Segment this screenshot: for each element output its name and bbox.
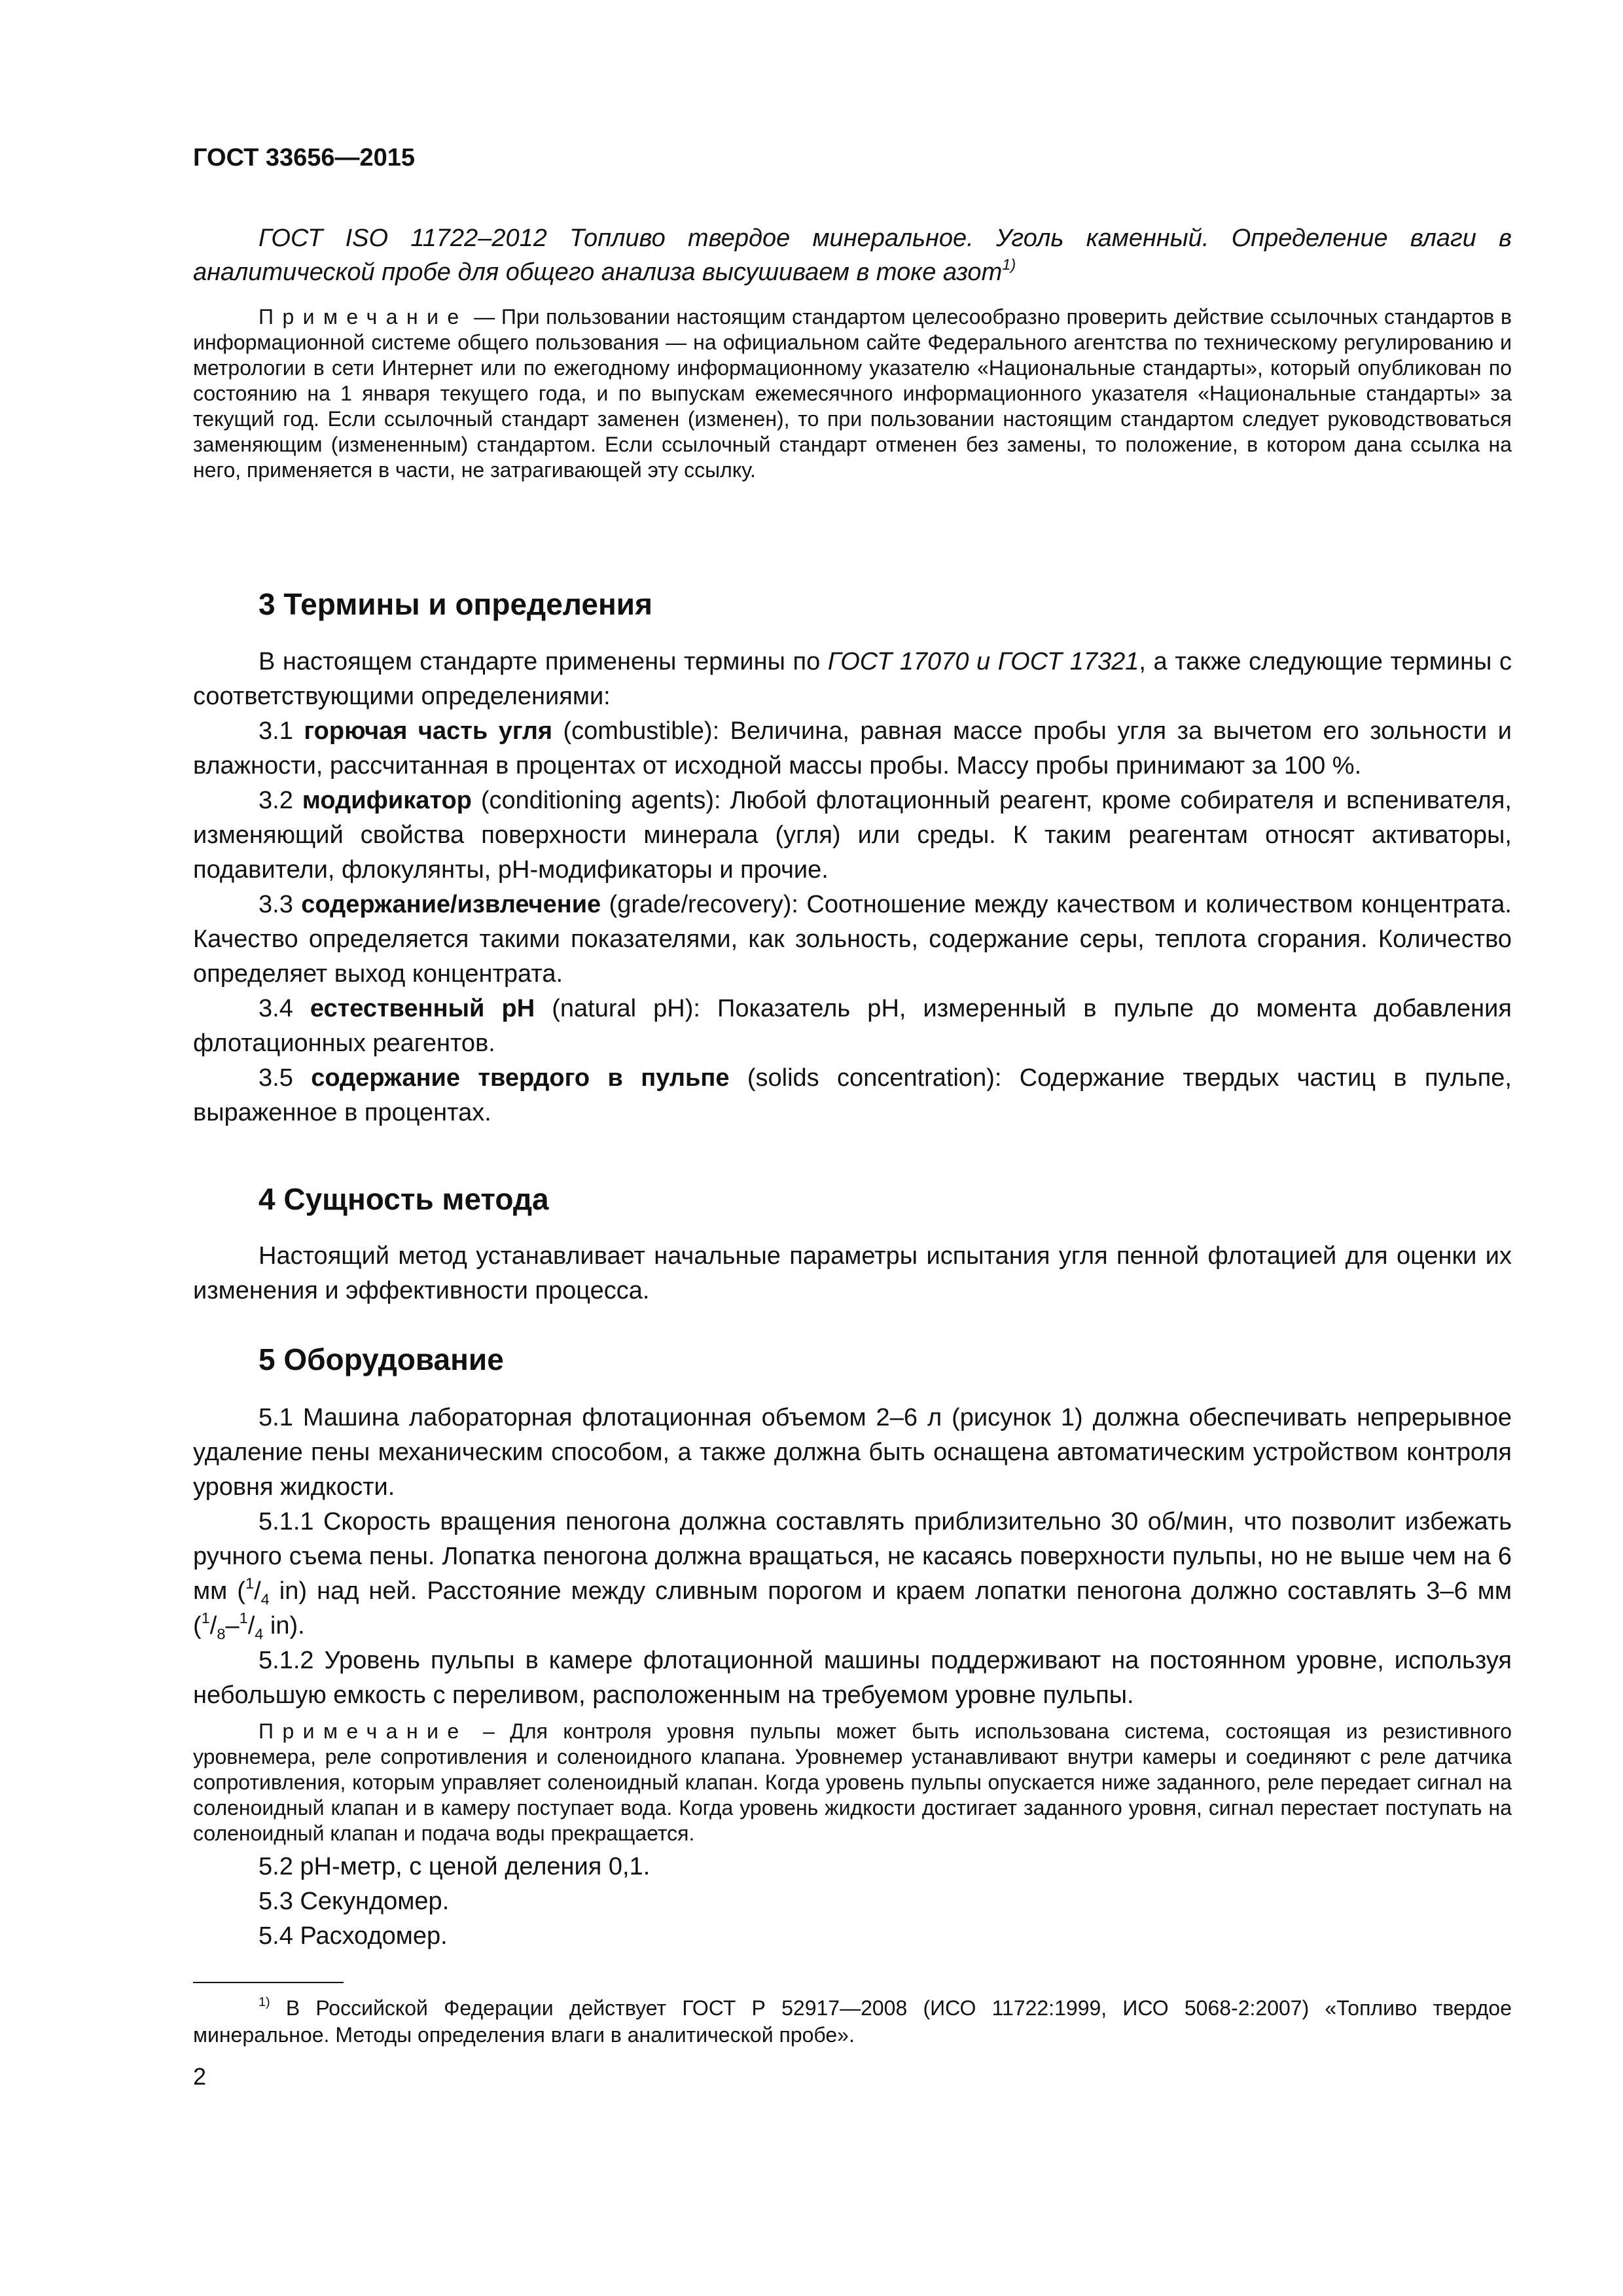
intro-text: В настоящем стандарте применены термины по xyxy=(259,648,828,675)
term-3-4 xyxy=(193,992,1512,1061)
term-name: содержание твердого в пульпе xyxy=(311,1064,730,1092)
term-number: 3.5 xyxy=(259,1064,312,1092)
term-name: модификатор xyxy=(302,787,472,814)
fraction-numerator: 1 xyxy=(245,1575,255,1592)
range-dash: – xyxy=(225,1612,240,1640)
note-text: — При пользовании настоящим стандартом целесообразно проверить действие ссылочных стандартов в информационной системе общего пользования — на официальном сайте Федерального агентства по техническому регулированию и метрологии в сети Интернет или по ежегодному информационному указателю «Национальные стандарты», который опубликован по состоянию на 1 января текущего года, и по выпускам ежемесячного информационного указателя «Национальные стандарты» за текущий год. Если ссылочный стандарт заменен (изменен), то при пользовании настоящим стандартом следует руководствоваться заменяющим (измененным) стандартом. Если ссылочный стандарт отменен без замены, то положение, в котором дана ссылка на него, применяется в части, не затрагивающей эту ссылку. xyxy=(193,305,1512,482)
list-item: 5.4 Расходомер. xyxy=(259,1922,448,1950)
term-english: (natural pH) xyxy=(535,995,694,1022)
reference-entry xyxy=(193,221,1512,289)
list-item: 5.2 pH-метр, с ценой деления 0,1. xyxy=(259,1853,651,1880)
clause-5-1-2: 5.1.2 Уровень пульпы в камере флотационной машины поддерживают на постоянном уровне, используя небольшую емкость с переливом, расположенным на требуемом уровне пульпы. xyxy=(193,1647,1512,1709)
footnote-text: В Российской Федерации действует ГОСТ Р 52917—2008 (ИСО 11722:1999, ИСО 5068-2:2007) «Топливо твердое минеральное. Методы определения влаги в аналитической пробе». xyxy=(193,1996,1512,2047)
document-code: ГОСТ 33656—2015 xyxy=(193,144,416,171)
term-english: (grade/recovery) xyxy=(601,891,792,918)
page-number: 2 xyxy=(193,2063,207,2090)
section-4-title: 4 Сущность метода xyxy=(259,1182,549,1216)
term-name: содержание/извлечение xyxy=(301,891,601,918)
footnote xyxy=(193,1995,1512,2049)
fraction-denominator: 4 xyxy=(260,1590,270,1608)
term-definition: : Показатель pH, измеренный в пульпе до момента добавления флотационных реагентов. xyxy=(193,995,1512,1057)
clause-text: in). xyxy=(263,1612,305,1640)
list-item: 5.3 Секундомер. xyxy=(259,1888,450,1915)
section-3-intro xyxy=(193,645,1512,714)
term-english: (combustible) xyxy=(552,717,713,745)
clause-text: 5.1.1 Скорость вращения пеногона должна составлять приблизительно 30 об/мин, что позволит избежать ручного съема пены. Лопатка пеногона должна вращаться, не касаясь поверхности пульпы, но не выше чем на 6 мм ( xyxy=(193,1508,1512,1605)
term-english: (solids concentration) xyxy=(729,1064,995,1092)
section-5-body xyxy=(193,1401,1512,1713)
term-english: (conditioning agents) xyxy=(471,787,715,814)
term-definition: : Величина, равная массе пробы угля за вычетом его зольности и влажности, рассчитанная в процентах от исходной массы пробы. Массу пробы принимают за 100 %. xyxy=(193,717,1512,780)
reference-text: ГОСТ ISO 11722–2012 Топливо твердое минеральное. Уголь каменный. Определение влаги в аналитической пробе для общего анализа высушиваем в токе азот xyxy=(193,224,1512,286)
term-3-1 xyxy=(193,714,1512,783)
clause-text: in) над ней. Расстояние между сливным порогом и краем лопатки пеногона должно составлять 3–6 мм ( xyxy=(193,1577,1512,1640)
note-block xyxy=(193,304,1512,483)
fraction-denominator: 4 xyxy=(255,1625,264,1643)
footnote-mark: 1) xyxy=(1002,256,1016,273)
intro-reference: ГОСТ 17070 и ГОСТ 17321 xyxy=(827,648,1139,675)
note-text: – Для контроля уровня пульпы может быть использована система, состоящая из резистивного уровнемера, реле сопротивления и соленоидного клапана. Уровнемер устанавливают внутри камеры и соединяют с реле датчика сопротивления, которым управляет соленоидный клапан. Когда уровень пульпы опускается ниже заданного, реле передает сигнал на соленоидный клапан и в камеру поступает вода. Когда уровень жидкости достигает заданного уровня, сигнал перестает поступать на соленоидный клапан и подача воды прекращается. xyxy=(193,1719,1512,1845)
term-3-3 xyxy=(193,888,1512,992)
term-definition: : Любой флотационный реагент, кроме собирателя и вспенивателя, изменяющий свойства поверхности минерала (угля) или среды. К таким реагентам относят активаторы, подавители, флокулянты, pH-модификаторы и прочие. xyxy=(193,787,1512,884)
term-3-2 xyxy=(193,783,1512,888)
terms-list xyxy=(193,714,1512,1130)
note-label: Примечание xyxy=(259,1719,468,1743)
fraction-numerator: 1 xyxy=(201,1609,210,1626)
term-name: естественный pH xyxy=(310,995,535,1022)
fraction-numerator: 1 xyxy=(239,1609,248,1626)
clause-5-1: 5.1 Машина лабораторная флотационная объемом 2–6 л (рисунок 1) должна обеспечивать непрерывное удаление пены механическим способом, а также должна быть оснащена автоматическим устройством контроля уровня жидкости. xyxy=(193,1404,1512,1501)
footnote-separator xyxy=(193,1982,344,1983)
term-3-5 xyxy=(193,1061,1512,1130)
intro-text-end: , а также следующие термины с соответствующими определениями: xyxy=(193,648,1512,710)
fraction-denominator: 8 xyxy=(217,1625,226,1643)
term-number: 3.1 xyxy=(259,717,304,745)
section-3-title: 3 Термины и определения xyxy=(259,587,652,621)
section-5-title: 5 Оборудование xyxy=(259,1342,504,1376)
note-block-2 xyxy=(193,1719,1512,1846)
term-number: 3.2 xyxy=(259,787,302,814)
footnote-mark: 1) xyxy=(259,1995,270,2010)
note-label: Примечание xyxy=(259,305,468,329)
term-number: 3.4 xyxy=(259,995,310,1022)
term-definition: : Содержание твердых частиц в пульпе, выраженное в процентах. xyxy=(193,1064,1512,1126)
term-definition: : Соотношение между качеством и количеством концентрата. Качество определяется такими показателями, как зольность, содержание серы, теплота сгорания. Количество определяет выход концентрата. xyxy=(193,891,1512,988)
clause-5-1-1: 5.1.1 Скорость вращения пеногона должна составлять приблизительно 30 об/мин, что позволит избежать ручного съема пены. Лопатка пеногона должна вращаться, не касаясь поверхности пульпы, но не выше чем на 6 мм ($^1/_4$ in) над ней. Расстояние между сливным порогом и краем лопатки пеногона должно составлять 3–6 мм ($^1/_8-^1/_4$ in). xyxy=(193,1508,1512,1643)
section-4-text: Настоящий метод устанавливает начальные параметры испытания угля пенной флотацией для оценки их изменения и эффективности процесса. xyxy=(193,1242,1512,1304)
term-name: горючая часть угля xyxy=(304,717,553,745)
equipment-list xyxy=(193,1850,1512,1954)
term-number: 3.3 xyxy=(259,891,302,918)
